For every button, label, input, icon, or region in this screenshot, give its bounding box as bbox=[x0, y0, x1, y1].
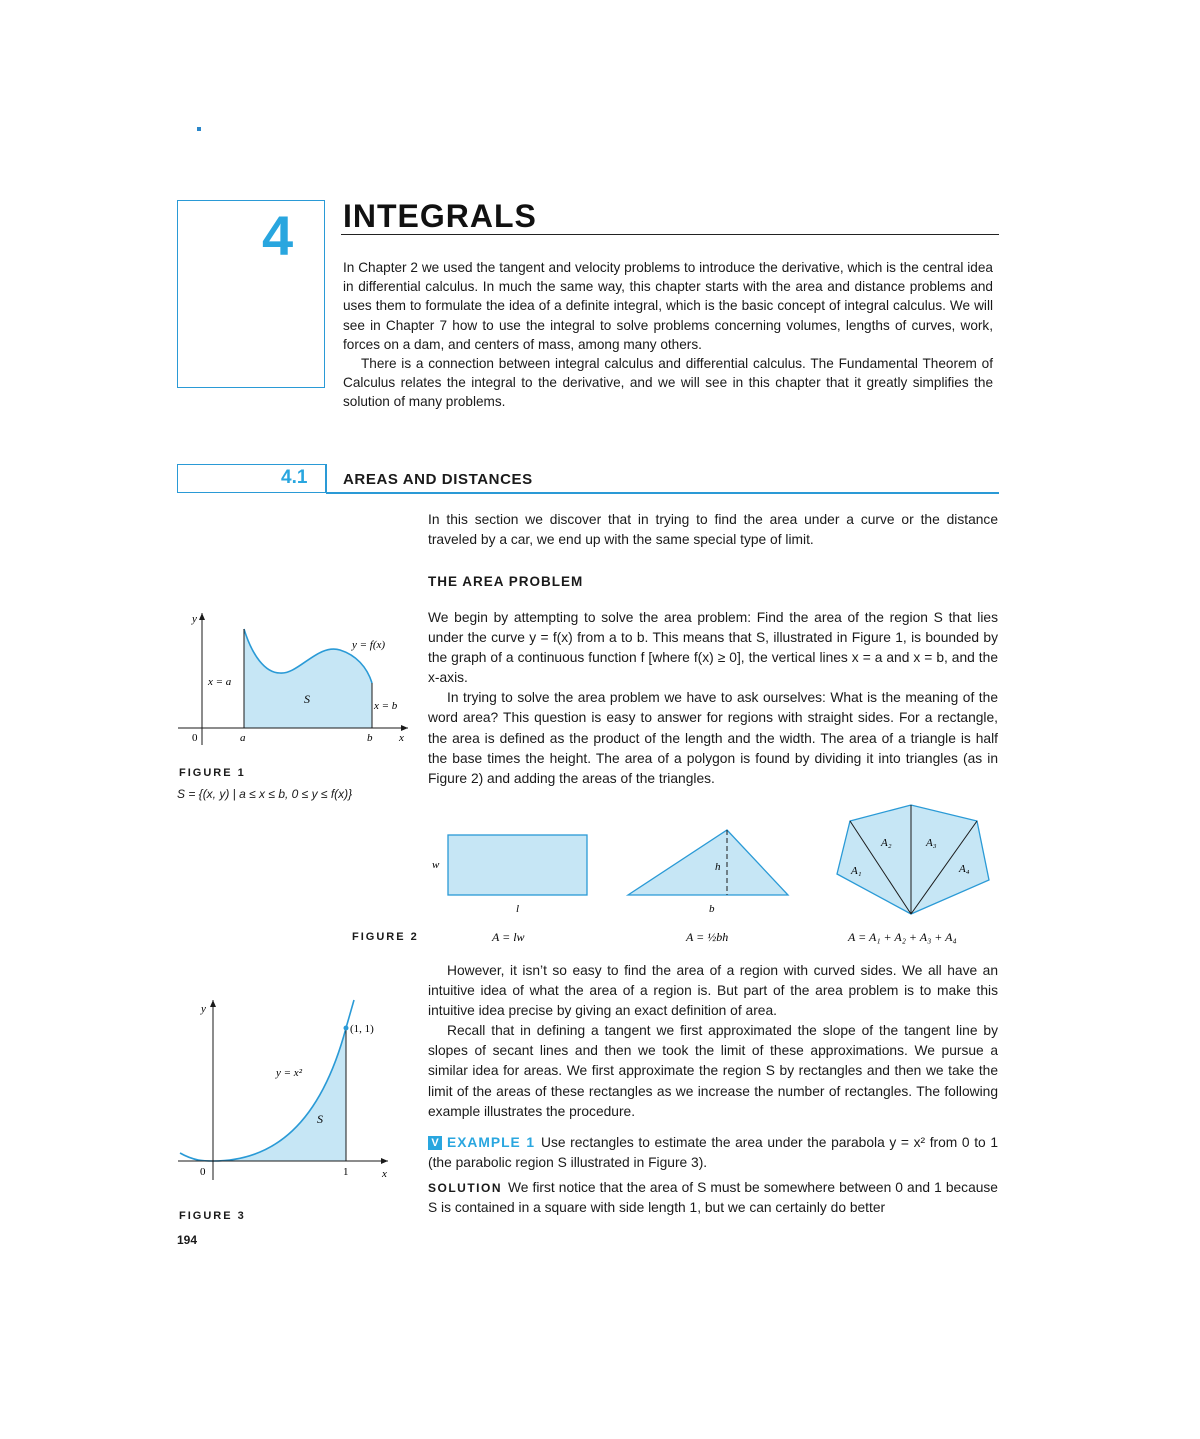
fig3-x-label: x bbox=[382, 1168, 387, 1180]
chapter-title: INTEGRALS bbox=[343, 198, 537, 234]
figure-2-label: FIGURE 2 bbox=[352, 931, 419, 943]
fig2-a3-label: A₃ bbox=[926, 837, 937, 849]
fig3-curve-label: y = x² bbox=[276, 1067, 302, 1079]
fig1-line-a-label: x = a bbox=[208, 676, 232, 688]
example-text: Use rectangles to estimate the area under the parabola y = x² from 0 to 1 (the parabolic region S illustrated in Figure 3). bbox=[428, 1134, 998, 1170]
subhead-area-problem: THE AREA PROBLEM bbox=[428, 574, 584, 589]
chapter-rule bbox=[341, 234, 999, 235]
paragraph-4: Recall that in defining a tangent we first approximated the slope of the tangent line by slopes of secant lines and then we took the limit of these approximations. We pursue a similar idea for areas. We first approximate the region S by rectangles and then we take the limit of the areas of these rectangles as we increase the number of rectangles. The following example illustrates the procedure. bbox=[428, 1023, 998, 1119]
fig3-point-label: (1, 1) bbox=[350, 1023, 374, 1035]
figure-3-graph bbox=[170, 995, 400, 1185]
fig2-l-label: l bbox=[516, 903, 520, 915]
section-title: AREAS AND DISTANCES bbox=[343, 471, 533, 488]
y-axis-arrow bbox=[199, 613, 205, 620]
polygon-shape bbox=[837, 805, 989, 914]
fig1-a: a bbox=[240, 732, 246, 744]
fig1-line-b-label: x = b bbox=[374, 700, 398, 712]
fig2-h-label: h bbox=[715, 861, 721, 873]
fig1-curve-label: y = f(x) bbox=[352, 639, 386, 651]
example-label: EXAMPLE 1 bbox=[447, 1134, 535, 1150]
rectangle-shape bbox=[448, 835, 587, 895]
fig2-a1-label: A₁ bbox=[851, 865, 862, 877]
figure-3-label: FIGURE 3 bbox=[179, 1210, 246, 1222]
fig1-x-label: x bbox=[399, 732, 404, 744]
example-1 bbox=[428, 1133, 998, 1173]
example-v-badge: V bbox=[428, 1136, 442, 1150]
fig2-b-label: b bbox=[709, 903, 715, 915]
fig2-formula-poly: A = A₁ + A₂ + A₃ + A₄ bbox=[848, 930, 957, 944]
solution-text: We first notice that the area of S must be somewhere between 0 and 1 because S is contained in a square with side length 1, but we can certainly do better bbox=[428, 1179, 998, 1216]
paragraph-3: However, it isn’t so easy to find the area of a region with curved sides. We all have an intuitive idea of what the area of a region is. But part of the area problem is to make this intuitive idea precise by giving an exact definition of area. bbox=[428, 963, 998, 1019]
section-rule bbox=[326, 492, 999, 494]
section-divider bbox=[325, 464, 327, 493]
fig1-b: b bbox=[367, 732, 373, 744]
y-axis-arrow bbox=[210, 1000, 216, 1007]
point-1-1 bbox=[344, 1026, 349, 1031]
section-intro-text: In this section we discover that in trying to find the area under a curve or the distance traveled by a car, we end up with the same special type of limit. bbox=[428, 512, 998, 548]
chapter-intro bbox=[343, 258, 993, 412]
paragraph-2: In trying to solve the area problem we have to ask ourselves: What is the meaning of the word area? This question is easy to answer for regions with straight sides. For a rectangle, the area is defined as the product of the length and the width. The area of a triangle is half the base times the height. The area of a polygon is found by dividing it into triangles (as in Figure 2) and adding the areas of the triangles. bbox=[428, 690, 998, 786]
chapter-number: 4 bbox=[262, 204, 294, 267]
fig3-y-label: y bbox=[201, 1003, 206, 1015]
chapter-intro-p1: In Chapter 2 we used the tangent and velocity problems to introduce the derivative, which is the central idea in differential calculus. In much the same way, this chapter starts with the area and distance problems and uses them to formulate the idea of a definite integral, which is the basic concept of integral calculus. We will see in Chapter 7 how to use the integral to solve problems concerning volumes, lengths of curves, work, forces on a dam, and centers of mass, among many others. bbox=[343, 260, 993, 352]
fig2-formula-tri: A = ½bh bbox=[686, 930, 729, 944]
figure-2-shapes bbox=[420, 798, 1000, 948]
fig3-region-label: S bbox=[317, 1112, 323, 1126]
section-number: 4.1 bbox=[281, 467, 308, 488]
fig1-origin: 0 bbox=[192, 732, 198, 744]
margin-dot bbox=[197, 127, 201, 131]
curved-sides-text bbox=[428, 961, 998, 1218]
figure-1-caption: S = {(x, y) | a ≤ x ≤ b, 0 ≤ y ≤ f(x)} bbox=[177, 787, 353, 801]
fig3-origin: 0 bbox=[200, 1166, 206, 1178]
figure-1-label: FIGURE 1 bbox=[179, 767, 246, 779]
fig1-y-label: y bbox=[192, 613, 197, 625]
figure-1-graph bbox=[170, 605, 410, 750]
chapter-number-box bbox=[177, 200, 325, 388]
fig2-a4-label: A₄ bbox=[959, 863, 970, 875]
triangle-shape bbox=[628, 830, 788, 895]
fig3-tick-1: 1 bbox=[343, 1166, 349, 1178]
page-number: 194 bbox=[177, 1233, 198, 1247]
fig1-region-label: S bbox=[304, 692, 310, 706]
fig2-w-label: w bbox=[432, 859, 440, 871]
section-intro bbox=[428, 510, 998, 550]
chapter-intro-p2: There is a connection between integral calculus and differential calculus. The Fundamental Theorem of Calculus relates the integral to the derivative, and we will see in this chapter that it greatly simplifies the solution of many problems. bbox=[343, 356, 993, 410]
fig2-a2-label: A₂ bbox=[881, 837, 892, 849]
paragraph-1: We begin by attempting to solve the area problem: Find the area of the region S that lies under the curve y = f(x) from a to b. This means that S, illustrated in Figure 1, is bounded by the graph of a continuous function f [where f(x) ≥ 0], the vertical lines x = a and x = b, and the x-axis. bbox=[428, 610, 998, 686]
fig2-formula-rect: A = lw bbox=[492, 930, 525, 944]
solution-label: SOLUTION bbox=[428, 1180, 502, 1195]
area-problem-text bbox=[428, 608, 998, 789]
x-axis-arrow bbox=[401, 725, 408, 731]
solution bbox=[428, 1178, 998, 1218]
x-axis-arrow bbox=[381, 1158, 388, 1164]
